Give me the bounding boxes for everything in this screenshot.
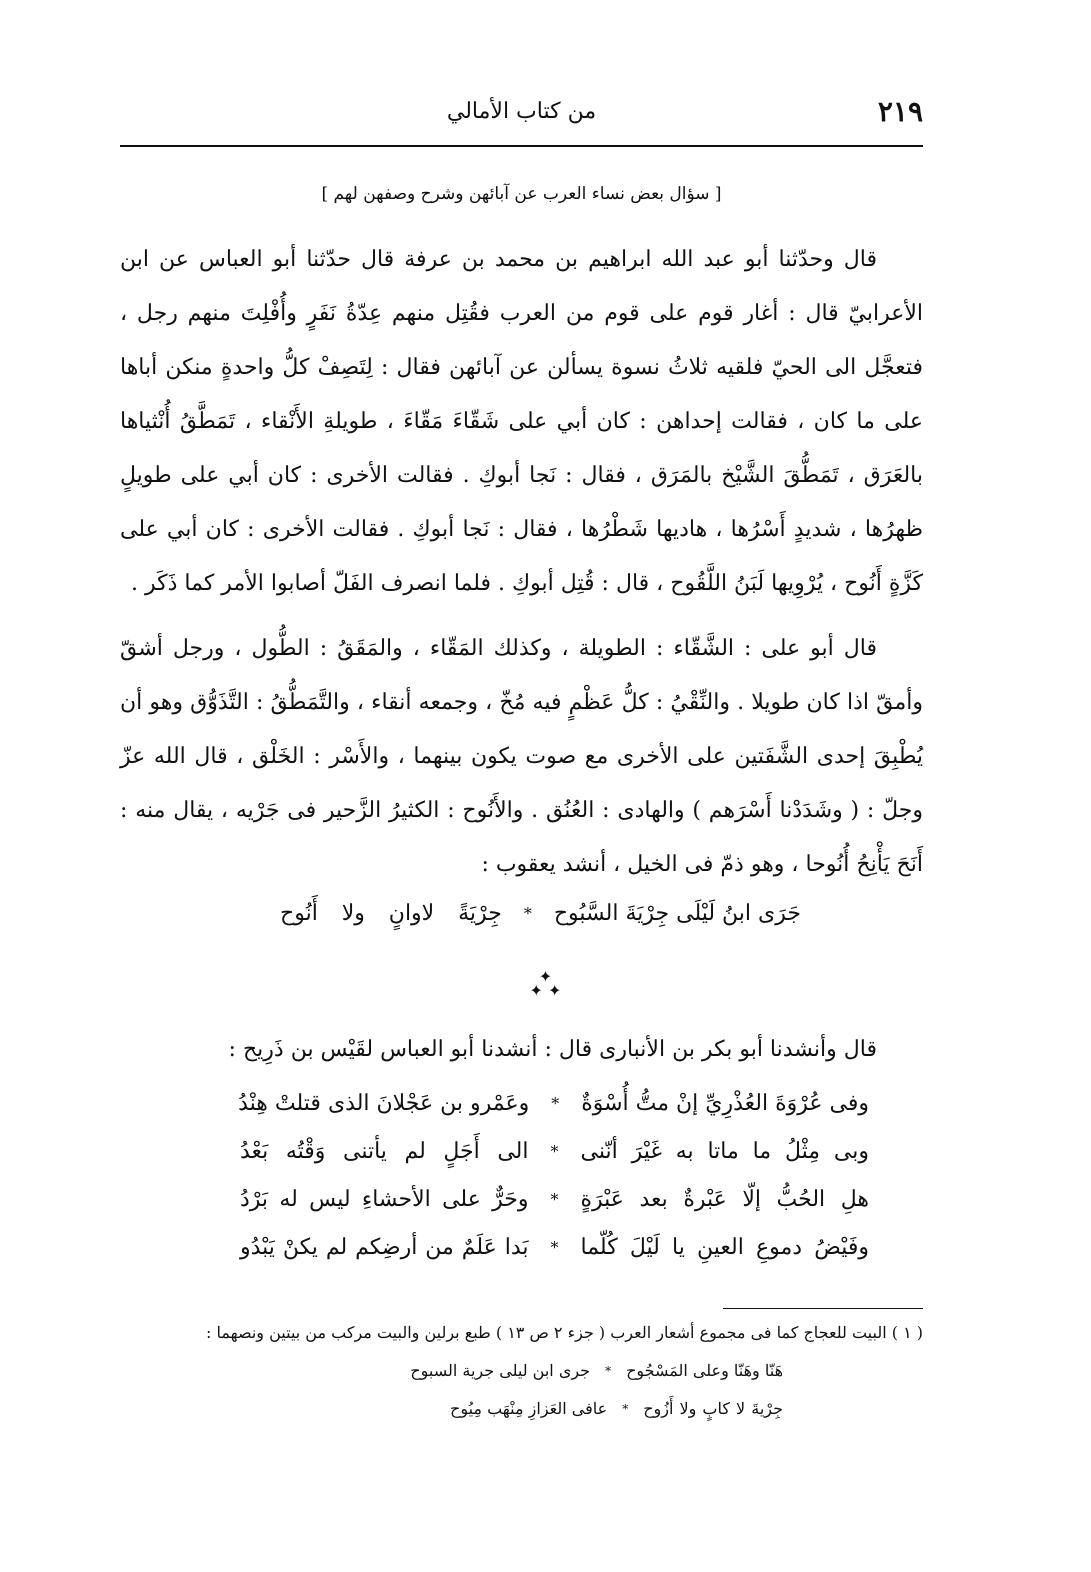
verse-separator: * — [550, 1190, 559, 1209]
paragraph-text: قال وأنشدنا أبو بكر بن الأنبارى قال : أنشدنا أبو العباس لقَيْس بن ذَرِيح : — [228, 1037, 877, 1062]
second-hemistich: بَدا عَلَمٌ من أرضِكم لم يكنْ يَبْدُو — [240, 1235, 529, 1260]
first-hemistich: وبى مِثْلُ ما ماتا به غَيْرَ أنّنى — [580, 1139, 869, 1164]
verse-separator: * — [550, 1238, 559, 1257]
first-hemistich: جَرَى ابنُ لَيْلَى جِرْيَةَ السَّبُوح — [553, 901, 801, 926]
asterism-bottom: ✦ ✦ — [529, 981, 562, 1000]
second-hemistich: جِرْيَةً لاوانٍ ولا أَنُوح — [280, 901, 502, 926]
verse-separator: * — [550, 1142, 559, 1161]
first-hemistich: هَنّا وهَنّا وعلى المَسْجُوح — [626, 1361, 783, 1380]
poem — [240, 1080, 869, 1272]
paragraph-text: قال أبو على : الشَّقّاء : الطويلة ، وكذلك المَقّاء ، والمَقَقُ : الطُّول ، ورجل أشقّ وأمقّ اذا كان طويلا . والنِّقْيُ : كلُّ عَظْمٍ فيه مُخّ ، وجمعه أنقاء ، والتَّمَطُّقُ : التَّذَوُّق وهو أن يُطْبِقَ إحدى الشَّفَتين على الأخرى مع صوت يكون بينهما ، والأَسْر : الخَلْق ، قال الله عزّ وجلّ : ( وشَدَدْنا أَسْرَهم ) والهادى : العُنُق . والأَنُوح : الكثيرُ الزَّحير فى جَرْيه ، يقال منه : أَنَحَ يَأْنِحُ أُنُوحا ، وهو ذمّ فى الخيل ، أنشد يعقوب : — [120, 636, 923, 877]
quoted-verse — [280, 890, 801, 938]
first-hemistich: هلِ الحُبُّ إلّا عَبْرةٌ بعد عَبْرَةٍ — [580, 1187, 869, 1212]
first-hemistich: وفَيْضُ دموعِ العينِ يا لَيْلَ كُلّما — [580, 1235, 869, 1260]
verse-line — [450, 1390, 783, 1428]
section-asterism — [0, 967, 1091, 1000]
first-hemistich: وفى عُرْوَةَ العُذْرِيِّ إنْ متُّ أُسْوَةٌ — [581, 1091, 869, 1116]
footnote — [120, 1318, 923, 1428]
second-hemistich: وحَرٌّ على الأحشاءِ ليس له بَرْدُ — [240, 1187, 529, 1212]
running-title: من كتاب الأمالي — [446, 99, 597, 124]
verse-separator: * — [622, 1402, 629, 1416]
page-number: ٢١٩ — [877, 95, 923, 128]
verse-separator: * — [523, 904, 532, 923]
footnote-verses — [120, 1352, 923, 1428]
paragraph-text: قال وحدّثنا أبو عبد الله ابراهيم بن محمد بن عرفة قال حدّثنا أبو العباس عن ابن الأعرابيّ قال : أغار قوم على قوم من العرب فقُتِل منهم عِدّةُ نَفَرٍ وأُفْلِتَ منهم رجل ، فتعجَّل الى الحيّ فلقيه ثلاثُ نسوة يسألن عن آبائهن فقال : لِتَصِفْ كلُّ واحدةٍ منكن أباها على ما كان ، فقالت إحداهن : كان أبي على شَقّاءَ مَقّاءَ ، طويلةِ الأَنْقاء ، تَمَطَّقُ أُنْثياها بالعَرَق ، تَمَطُّقَ الشَّيْخ بالمَرَق ، فقال : نَجا أبوكِ . فقالت الأخرى : كان أبي على طويلٍ ظهرُها ، شديدٍ أَسْرُها ، هاديها شَطْرُها ، فقال : نَجا أبوكِ . فقالت الأخرى : كان أبي على كَزَّةٍ أَنُوح ، يُرْوِيها لَبَنُ اللَّقُوح ، قال : قُتِل أبوكِ . فلما انصرف الفَلّ أصابوا الأمر كما ذَكَر . — [120, 247, 923, 596]
verse-line — [240, 1080, 869, 1128]
footnote-text: ( ١ ) البيت للعجاج كما فى مجموع أشعار العرب ( جزء ٢ ص ١٣ ) طبع برلين والبيت مركب من بيتين ونصهما : — [205, 1323, 923, 1342]
verse-line — [240, 1128, 869, 1176]
header-divider — [120, 145, 923, 147]
narrative-paragraph — [120, 233, 923, 611]
verse-line — [410, 1352, 783, 1390]
second-hemistich: الى أَجَلٍ لم يأتنى وَقْتُه بَعْدُ — [240, 1139, 529, 1164]
footnote-divider — [723, 1308, 923, 1309]
poem-introduction — [120, 1028, 923, 1072]
verse-separator: * — [551, 1094, 560, 1113]
second-hemistich: جرى ابن ليلى جرية السبوح — [410, 1361, 591, 1380]
second-hemistich: وعَمْرو بن عَجْلانَ الذى قتلتْ هِنْدُ — [238, 1091, 530, 1116]
first-hemistich: جِرْيةَ لا كابٍ ولا أَزُوح — [643, 1399, 783, 1418]
second-hemistich: عافى العَزازِ مِنْهَب مِيُوح — [450, 1399, 608, 1418]
asterism-top: ✦ — [538, 967, 553, 986]
page-header — [120, 92, 923, 140]
commentary-paragraph — [120, 622, 923, 892]
verse-line — [240, 1224, 869, 1272]
verse-line — [280, 890, 801, 938]
section-heading: [ سؤال بعض نساء العرب عن آبائهن وشرح وصفهن لهم ] — [321, 184, 722, 204]
verse-line — [240, 1176, 869, 1224]
verse-separator: * — [605, 1364, 612, 1378]
